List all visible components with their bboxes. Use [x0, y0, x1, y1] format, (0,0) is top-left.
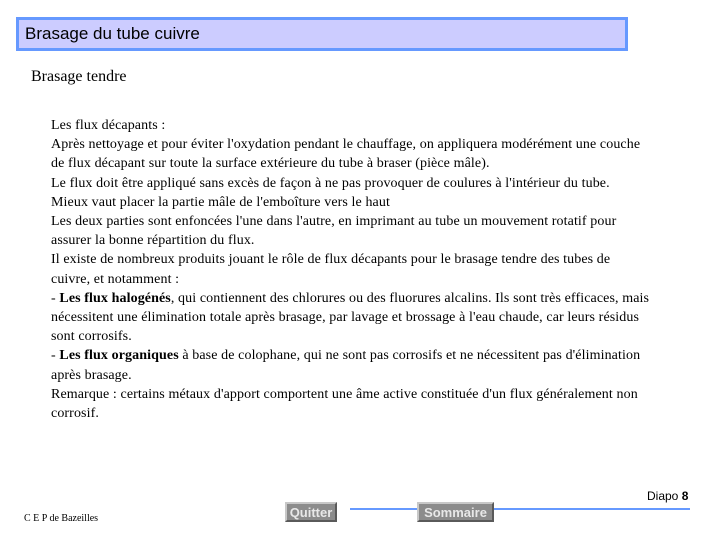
- content-remark: Remarque : certains métaux d'apport comportent une âme active constituée d'un flux généralement non corrosif.: [51, 386, 638, 422]
- slide-content: [51, 116, 651, 423]
- content-paragraph: Le flux doit être appliqué sans excès de façon à ne pas provoquer de coulures à l'intérieur du tube.: [51, 175, 610, 191]
- content-heading: Les flux décapants :: [51, 118, 166, 133]
- slide-number: Diapo 8: [647, 489, 689, 503]
- footer-divider: [350, 508, 690, 510]
- section-title: Brasage tendre: [31, 68, 127, 85]
- organic-flux-term: Les flux organiques: [59, 348, 179, 364]
- quit-button[interactable]: Quitter: [285, 502, 337, 522]
- slide-title-bar: [16, 17, 628, 51]
- halogen-flux-term: Les flux halogénés: [59, 290, 171, 306]
- content-list-item-organic: - Les flux organiques à base de colophane, qui ne sont pas corrosifs et ne nécessitent pas d'élimination après brasage.: [51, 348, 641, 383]
- organization-name: C E P de Bazeilles: [24, 513, 99, 524]
- summary-button[interactable]: Sommaire: [417, 502, 494, 522]
- content-paragraph: Il existe de nombreux produits jouant le rôle de flux décapants pour le brasage tendre des tubes de cuivre, et notamment :: [51, 252, 611, 287]
- content-paragraph: Les deux parties sont enfoncées l'une dans l'autre, en imprimant au tube un mouvement rotatif pour assurer la bonne répartition du flux.: [51, 214, 617, 249]
- content-paragraph: Mieux vaut placer la partie mâle de l'emboîture vers le haut: [51, 194, 390, 210]
- content-paragraph: Après nettoyage et pour éviter l'oxydation pendant le chauffage, on appliquera modérément une couche de flux décapant sur toute la surface extérieure du tube à braser (pièce mâle).: [51, 137, 641, 172]
- content-list-item-halogen: - Les flux halogénés, qui contiennent des chlorures ou des fluorures alcalins. Ils sont très efficaces, mais nécessitent une élimination totale après brasage, par lavage et brossage à l'eau chaude, car leurs résidus sont corrosifs.: [51, 290, 650, 345]
- slide-title: Brasage du tube cuivre: [25, 24, 200, 43]
